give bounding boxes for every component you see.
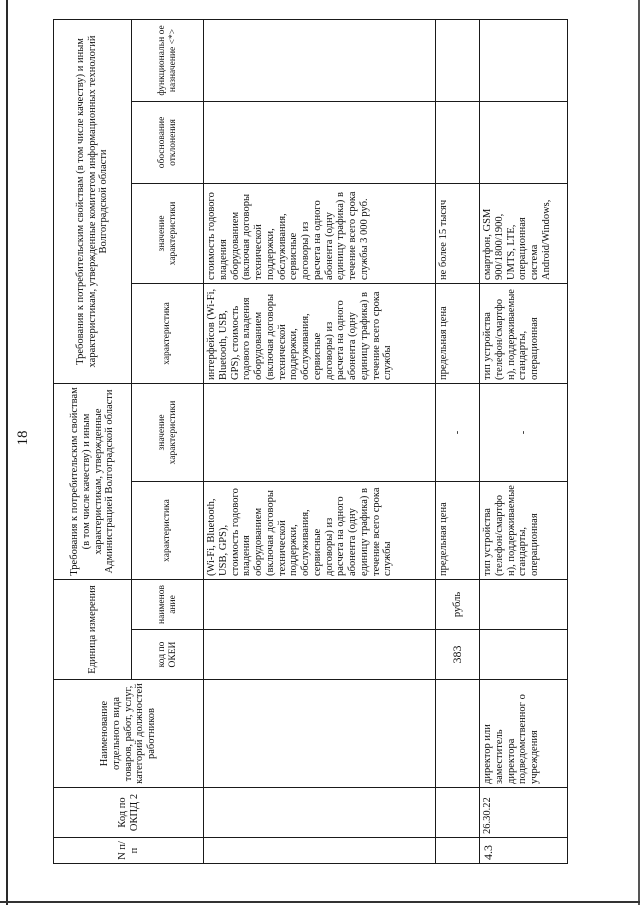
cell-committee-value: смартфон, GSM 900/1800/1900, UMTS, LTE, операционная система Android/Windows, [480,183,568,283]
scan-edge-left [6,0,8,905]
cell-unit-name [480,579,568,629]
header-committee-char: характеристика [132,283,204,383]
cell-admin-value: - [436,383,480,481]
cell-unit-code [480,630,568,680]
header-unit-group: Единица измерения [54,579,132,679]
cell-name [436,680,480,788]
header-committee-purpose: функциональн ое назначение <*> [132,19,204,101]
requirements-table [53,19,568,864]
scan-edge-bottom [0,901,640,903]
header-unit-code: код по ОКЕИ [132,630,204,680]
cell-admin-char: предельная цена [436,481,480,579]
cell-name [204,680,436,788]
cell-committee-char: предельная цена [436,283,480,383]
cell-committee-char: интерфейсов (Wi-Fi, Bluetooth, USB, GPS), стоимость годового владения оборудованием (включая договоры технической поддержки, обслуживания, сервисные договоры) из расчета на одного абонента (одну единицу трафика) в течение всего срока службы [204,283,436,383]
cell-unit-code: 383 [436,630,480,680]
header-num: N п/п [54,838,204,864]
cell-admin-value [204,383,436,481]
header-admin-group: Требования к потребительским свойствам (в том числе качеству) и иным характеристикам, утвержденные Администрацией Волгоградской области [54,383,132,579]
cell-committee-purpose [480,19,568,101]
header-committee-reason: обоснование отклонения [132,101,204,183]
cell-num: 4.3 [480,838,568,864]
cell-admin-value: - [480,383,568,481]
cell-committee-reason [480,101,568,183]
cell-committee-purpose [204,19,436,101]
cell-unit-name: рубль [436,579,480,629]
cell-committee-char: тип устройства (телефон/смартфо н), поддерживаемые стандарты, операционная [480,283,568,383]
header-admin-value: значение характеристики [132,383,204,481]
cell-unit-name [204,579,436,629]
header-name: Наименование отдельного вида товаров, работ, услуг, категорий должностей работников [54,680,204,788]
cell-admin-char: тип устройства (телефон/смартфо н), поддерживаемые стандарты, операционная [480,481,568,579]
cell-committee-value: не более 15 тысяч [436,183,480,283]
cell-committee-purpose [436,19,480,101]
header-okpd: Код по ОКПД 2 [54,788,204,838]
page-number: 18 [15,430,31,446]
header-committee-value: значение характеристики [132,183,204,283]
cell-num [204,838,436,864]
header-unit-name: наименов ание [132,579,204,629]
cell-committee-reason [436,101,480,183]
cell-okpd: 26.30.22 [480,788,568,838]
table-row [480,19,568,863]
table-row [436,19,480,863]
header-committee-group: Требования к потребительским свойствам (в том числе качеству) и иным характеристикам, утвержденные комитетом информационных технологий Волгоградской области [54,19,132,383]
cell-okpd [204,788,436,838]
cell-num [436,838,480,864]
cell-name: директор или заместитель директора подведомственног о учреждения [480,680,568,788]
header-admin-char: характеристика [132,481,204,579]
rotated-page [15,0,605,878]
cell-admin-char: (Wi-Fi, Bluetooth, USB, GPS), стоимость годового владения оборудованием (включая договоры технической поддержки, обслуживания, сервисные договоры) из расчета на одного абонента (одну единицу трафика) в течение всего срока службы [204,481,436,579]
cell-committee-value: стоимость годового владения оборудованием (включая договоры технической поддержки, обслуживания, сервисные договоры) из расчета на одного абонента (одну единицу трафика) в течение всего срока службы 3 000 руб. [204,183,436,283]
cell-unit-code [204,630,436,680]
table-row [204,19,436,863]
cell-committee-reason [204,101,436,183]
cell-okpd [436,788,480,838]
